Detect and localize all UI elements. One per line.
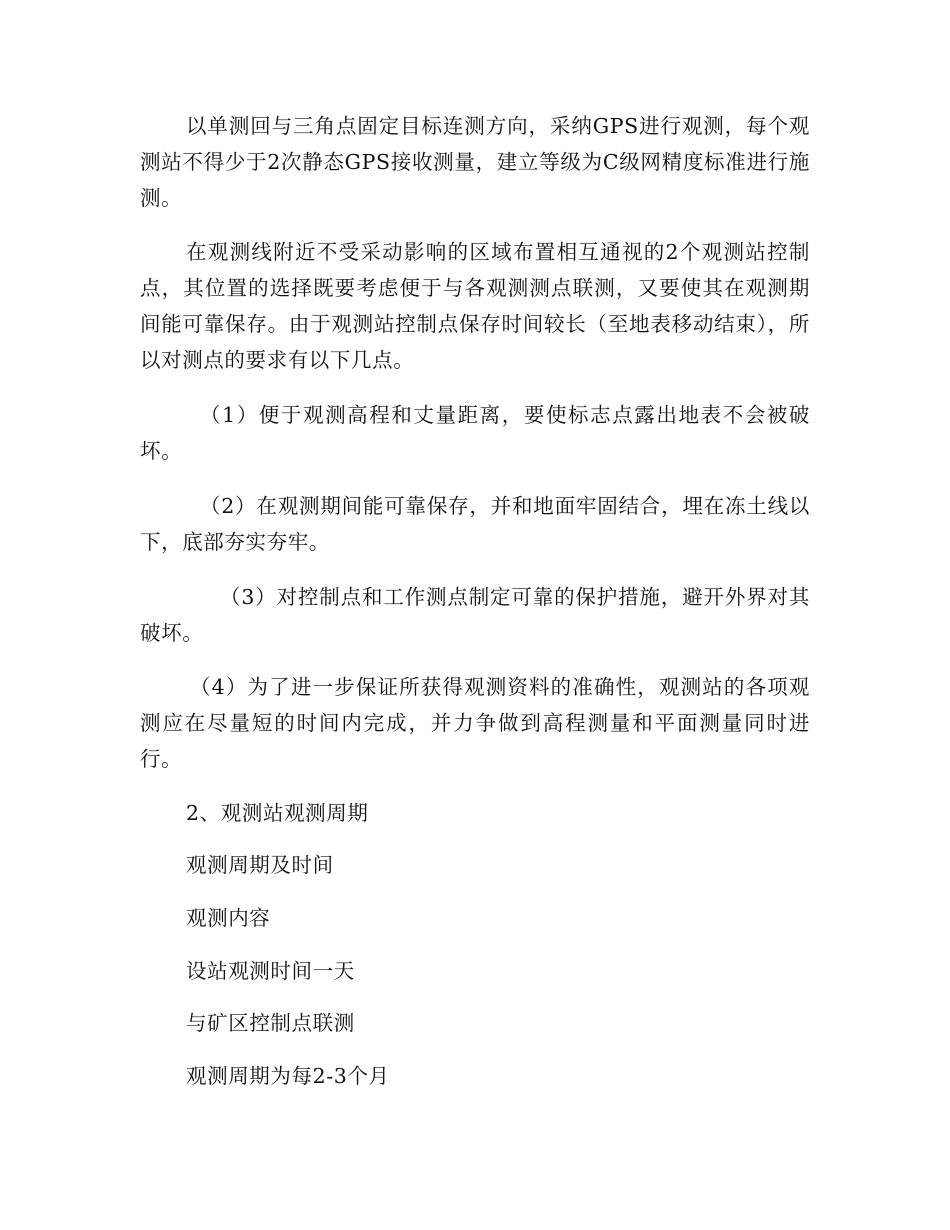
paragraph-gps-observation: 以单测回与三角点固定目标连测方向，采纳GPS进行观测，每个观测站不得少于2次静态GPS接收测量，建立等级为C级网精度标准进行施测。 bbox=[140, 114, 810, 210]
text-line-period-time: 观测周期及时间 bbox=[186, 853, 334, 877]
paragraph-control-points: 在观测线附近不受采动影响的区域布置相互通视的2个观测站控制点，其位置的选择既要考虑便于与各观测测点联测，又要使其在观测期间能可靠保存。由于观测站控制点保存时间较长（至地表移动结束），所以对测点的要求有以下几点。 bbox=[140, 240, 810, 372]
list-item-3: （3）对控制点和工作测点制定可靠的保护措施，避开外界对其破坏。 bbox=[140, 585, 810, 645]
section-heading: 2、观测站观测周期 bbox=[186, 801, 369, 825]
text-line-joint-survey: 与矿区控制点联测 bbox=[186, 1011, 355, 1035]
list-item-4: （4）为了进一步保证所获得观测资料的准确性，观测站的各项观测应在尽量短的时间内完成，并力争做到高程测量和平面测量同时进行。 bbox=[140, 675, 810, 771]
list-item-2: （2）在观测期间能可靠保存，并和地面牢固结合，埋在冻土线以下，底部夯实夯牢。 bbox=[140, 494, 810, 554]
text-line-cycle: 观测周期为每2-3个月 bbox=[186, 1064, 390, 1088]
text-line-content: 观测内容 bbox=[186, 906, 271, 930]
list-item-1: （1）便于观测高程和丈量距离，要使标志点露出地表不会被破坏。 bbox=[140, 403, 810, 463]
text-line-setup-time: 设站观测时间一天 bbox=[186, 959, 355, 983]
